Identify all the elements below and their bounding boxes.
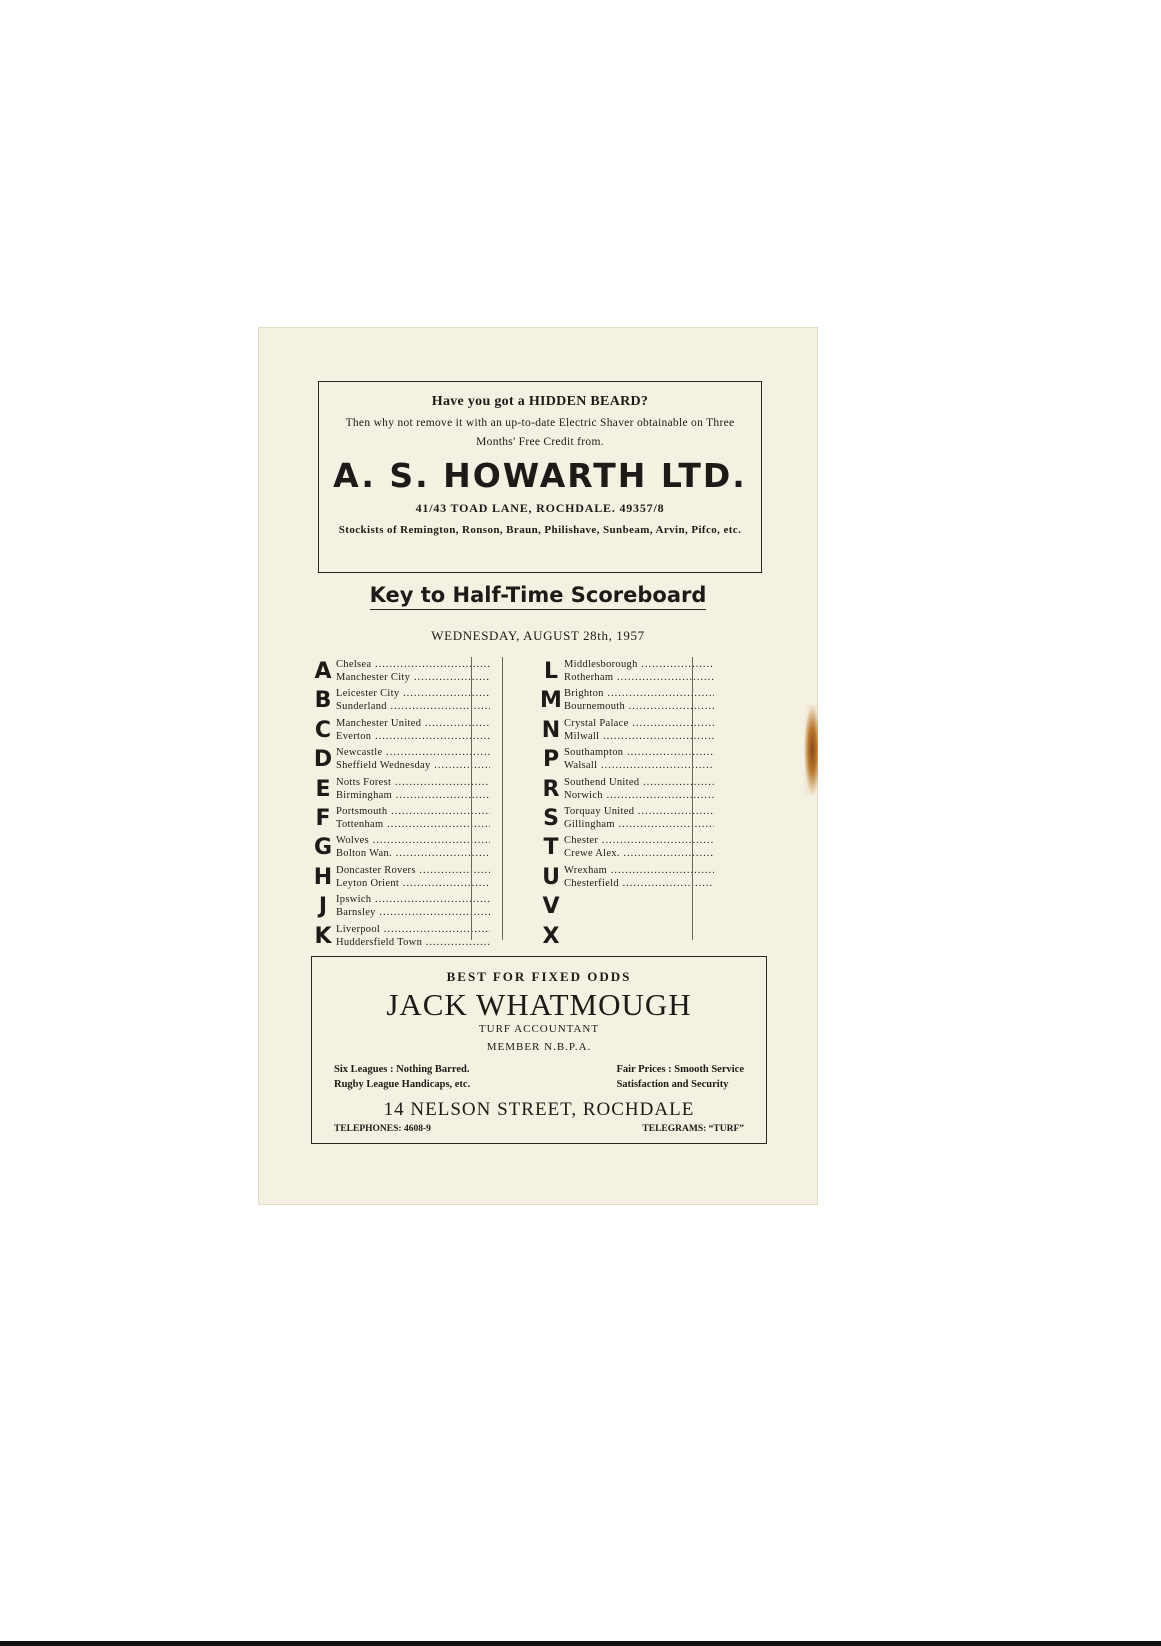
away-team: Sheffield Wednesday ..... — [336, 759, 490, 772]
fixture-row — [312, 745, 512, 774]
home-team: Southampton ..... — [564, 746, 714, 759]
away-team: Rotherham ..... — [564, 671, 714, 684]
fixture-letter: X — [542, 923, 560, 949]
away-team: Leyton Orient ..... — [336, 877, 490, 890]
away-team: Barnsley ..... — [336, 906, 490, 919]
fixture-letter: C — [314, 717, 332, 743]
advert-telegrams: TELEGRAMS: “TURF” — [642, 1124, 744, 1134]
fixture-row — [540, 892, 720, 921]
away-team: Bolton Wan. ..... — [336, 847, 490, 860]
away-team: Birmingham ..... — [336, 789, 490, 802]
fixture-row — [540, 863, 720, 892]
advert-telephones: TELEPHONES: 4608-9 — [334, 1124, 431, 1134]
programme-page — [258, 327, 818, 1205]
fixture-letter: F — [315, 805, 331, 831]
advert-right-text — [616, 1062, 744, 1092]
fixture-letter: K — [314, 923, 332, 949]
scan-edge-bar — [0, 1641, 1161, 1646]
away-team: Huddersfield Town ..... — [336, 936, 490, 949]
away-team: Milwall ..... — [564, 730, 714, 743]
fixture-letter: U — [542, 864, 560, 890]
away-team: Norwich ..... — [564, 789, 714, 802]
scoreboard-left-column — [312, 657, 512, 951]
away-team: Gillingham ..... — [564, 818, 714, 831]
fixture-letter: E — [315, 776, 331, 802]
home-team: Liverpool ..... — [336, 923, 490, 936]
fixture-row — [540, 833, 720, 862]
advert-tagline: BEST FOR FIXED ODDS — [446, 969, 632, 984]
fixture-row — [312, 686, 512, 715]
fixture-row — [312, 657, 512, 686]
advert-title: TURF ACCOUNTANT — [478, 1023, 600, 1035]
home-team: Southend United ..... — [564, 776, 714, 789]
column-rule — [692, 657, 693, 940]
advert-right-line: Satisfaction and Security — [616, 1079, 729, 1090]
fixture-letter: J — [318, 894, 328, 920]
fixture-letter: N — [541, 717, 561, 743]
home-team: Wrexham ..... — [564, 864, 714, 877]
fixture-row — [540, 775, 720, 804]
home-team: Manchester United ..... — [336, 717, 490, 730]
advert-stockists: Stockists of Remington, Ronson, Braun, Philishave, Sunbeam, Arvin, Pifco, etc. — [338, 524, 742, 536]
fixture-letter: H — [313, 864, 333, 890]
home-team: Leicester City ..... — [336, 687, 490, 700]
advert-body: Then why not remove it with an up-to-date Electric Shaver obtainable on Three Months' Free Credit from. — [345, 417, 735, 448]
column-rule — [471, 657, 472, 940]
home-team: Wolves ..... — [336, 834, 490, 847]
fixture-row — [312, 892, 512, 921]
fixture-letter: M — [540, 688, 562, 714]
fixture-letter: L — [543, 659, 559, 684]
advert-hook: Have you got a HIDDEN BEARD? — [431, 394, 649, 409]
fixture-letter: S — [543, 805, 559, 831]
home-team: Ipswich ..... — [336, 893, 490, 906]
away-team: Manchester City ..... — [336, 671, 490, 684]
fixture-row — [312, 922, 512, 951]
away-team: Chesterfield ..... — [564, 877, 714, 890]
advert-right-line: Fair Prices : Smooth Service — [616, 1064, 744, 1075]
home-team: Crystal Palace ..... — [564, 717, 714, 730]
home-team: Notts Forest ..... — [336, 776, 490, 789]
fixture-row — [312, 716, 512, 745]
away-team: Everton ..... — [336, 730, 490, 743]
fixture-letter: G — [313, 835, 333, 861]
home-team: Chelsea ..... — [336, 658, 490, 671]
fixture-letter: D — [313, 747, 333, 773]
away-team: Sunderland ..... — [336, 700, 490, 713]
away-team: Crewe Alex. ..... — [564, 847, 714, 860]
advert-left-line: Six Leagues : Nothing Barred. — [334, 1064, 470, 1075]
home-team: Chester ..... — [564, 834, 714, 847]
column-rule — [502, 657, 503, 940]
fixture-row — [540, 745, 720, 774]
fixture-letter: B — [314, 688, 332, 714]
away-team: Bournemouth ..... — [564, 700, 714, 713]
advert-street: 14 NELSON STREET, ROCHDALE — [383, 1099, 695, 1120]
away-team: Tottenham ..... — [336, 818, 490, 831]
howarth-advert — [318, 381, 762, 573]
scoreboard-heading-text: Key to Half-Time Scoreboard — [370, 583, 707, 610]
fixture-row — [312, 833, 512, 862]
home-team: Brighton ..... — [564, 687, 714, 700]
fixture-row — [312, 863, 512, 892]
fixture-letter: P — [542, 747, 560, 773]
fixture-row — [312, 775, 512, 804]
scoreboard-heading — [258, 583, 818, 607]
away-team: Walsall ..... — [564, 759, 714, 772]
home-team: Torquay United ..... — [564, 805, 714, 818]
advert-left-text — [334, 1062, 470, 1092]
match-date: WEDNESDAY, AUGUST 28th, 1957 — [431, 628, 645, 643]
advert-left-line: Rugby League Handicaps, etc. — [334, 1079, 471, 1090]
fixture-row — [540, 804, 720, 833]
fixture-row — [540, 716, 720, 745]
fixture-row — [540, 657, 720, 686]
home-team: Newcastle ..... — [336, 746, 490, 759]
advert-member: MEMBER N.B.P.A. — [486, 1041, 592, 1053]
burn-mark — [804, 705, 818, 795]
whatmough-advert — [311, 956, 767, 1144]
fixture-row — [540, 686, 720, 715]
fixture-letter: T — [543, 835, 559, 861]
advert-firm-name: A. S. HOWARTH LTD. — [333, 456, 747, 495]
fixture-letter: V — [542, 894, 560, 920]
fixture-row — [312, 804, 512, 833]
advert-address: 41/43 TOAD LANE, ROCHDALE. 49357/8 — [415, 501, 665, 515]
scoreboard-right-column — [540, 657, 720, 951]
fixture-letter: R — [542, 776, 560, 802]
home-team: Doncaster Rovers ..... — [336, 864, 490, 877]
fixture-letter: A — [314, 659, 332, 684]
fixture-row — [540, 922, 720, 951]
home-team: Middlesborough ..... — [564, 658, 714, 671]
home-team: Portsmouth ..... — [336, 805, 490, 818]
advert-name: JACK WHATMOUGH — [386, 987, 692, 1022]
